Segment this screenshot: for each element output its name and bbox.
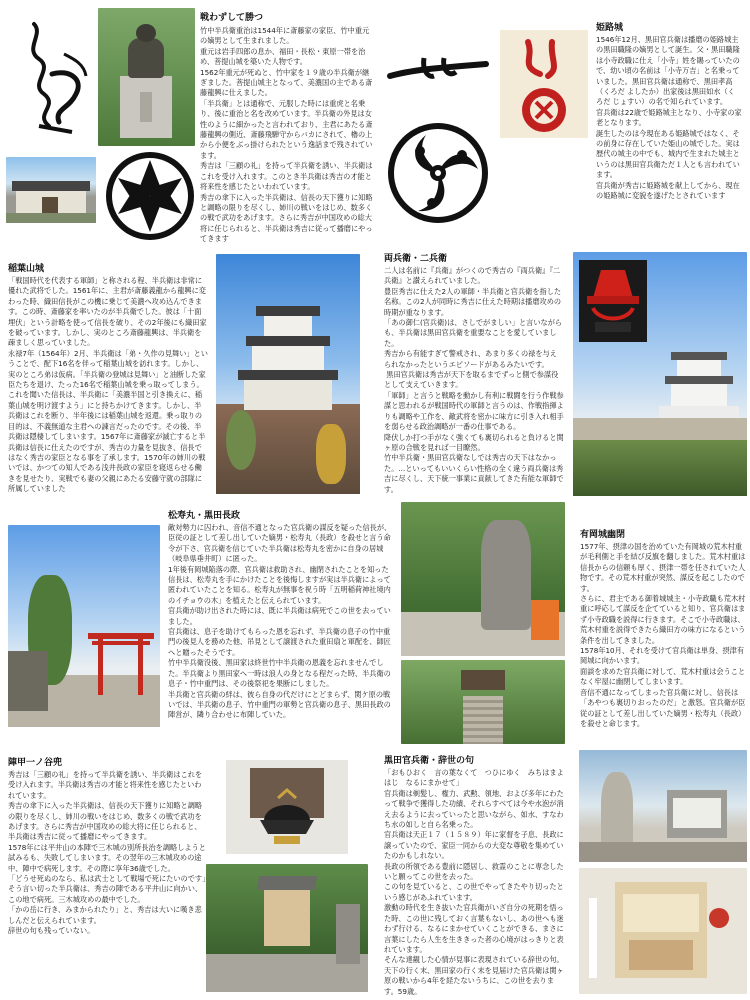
- helmet-icon: [579, 260, 647, 342]
- section-title-tatakawazu: 戦わずして勝つ: [200, 13, 264, 23]
- section-title-shojumaru: 松寿丸・黒田長政: [168, 511, 241, 521]
- inabayama-castle-photo: [216, 254, 360, 494]
- section-title-arioka: 有岡城幽閉: [580, 530, 626, 540]
- crest-icon: [386, 121, 490, 225]
- section-body-ryohei: 二人は名前に『兵衛』がつくので秀吉の『両兵衛』『二兵衛』と讃えられていました。 豊臣秀吉に仕えた2人の軍師・半兵衛と官兵衛を指した名称。この2人が同時に秀吉に仕えた時期は播磨攻めの時期が重なります。 「あの御仁(官兵衛)は、さしでがましい」と言いながらも、半兵衛は黒田官兵衛を重要なことを愛していました。 秀吉から有能すぎて警戒され、あまり多くの禄を与えられなかったというエピソードがあるみたいです。 黒田官兵衛は秀吉が天下を取るまでずっと側で参謀役として支えていきます。 「軍師」と言うと戦略を動かし有利に戦闘を行う作戦参謀と思われるが戦国時代の軍師と言うのは、作戦指揮よりも調略や工作を、敵武将を密かに味方に引き入れ相手を弱らせる政治調略が一番の仕事である。 降伏しか打つ手がなく強くても裏切られると負けると関ヶ原の合戦を見れば一目瞭然。 竹中半兵衛・黒田官兵衛なしでは秀吉の天下はなかった。...といってもいいくらい性格の全く違う両兵衛は秀吉に尽くし、天下統一事業に貢献してきた有能な軍師です。: [384, 266, 564, 494]
- red-helmet-photo: [579, 260, 647, 342]
- section-body-arioka: 1577年、摂津の国を治めていた有岡城の荒木村重が毛利側と手を結び反旗を翻しました。荒木村重は信長からの信頼も厚く、摂津一帯を任されていた人物です。その荒木村重が突然、謀反を起こしたのです。 さらに、君主である御着城城主・小寺政職も荒木村重に呼応して謀反を企てていると知り、官兵衛はまず小寺政職を説得に行きます。そこで小寺政職は、荒木村重を説得できたら織田方の味方になるという条件を出してきました。 1578年10月、それを受けて官兵衛は単身、摂津有岡城に向かいます。 面談を求めた官兵衛に対して、荒木村重は会うことなく牢屋に幽閉してしまいます。 音信不通になってしまった官兵衛に対し、信長は「あやつも裏切りおったのだ」と激怒。官兵衛が臣従の証として差し出していた嫡男・松寿丸（長政）を殺せと命じます。: [580, 542, 746, 728]
- hanbei-grave-photo: [206, 864, 368, 992]
- section-body-himeji: 1546年12月、黒田官兵衛は播磨の姫路城主の黒田職隆の嫡男として誕生。父・黒田職隆は小寺政職に仕え「小寺」姓を賜っていたので、幼い頃の名前は「小寺万吉」と名乗っていました。黒田官兵衛は通称で、黒田孝高（くろだ よしたか）出家後は黒田如水（くろだ じょすい）の名で知られています。 官兵衛は22歳で姫路城主となり、小寺家の家老となります。 誕生したのは今現在ある姫路城ではなく、その前身に存在していた姫山の城でした。実は歴代の城主の中でも、城内で生まれた城主というのは黒田官兵衛ただ１人とも言われています。 官兵衛が秀吉に姫路城を献上してから、現在の姫路城に変貌を遂げたとされています: [596, 35, 742, 201]
- section-title-hiraiyama: 陣甲一ノ谷兜: [8, 758, 63, 768]
- section-title-ryohei: 両兵衛・二兵衛: [384, 254, 448, 264]
- hanbei-signature: [14, 14, 92, 139]
- crest-icon: [104, 150, 196, 242]
- section-body-tatakawazu: 竹中半兵衛重治は1544年に斎藤家の家臣、竹中重元の嫡男として生まれました。 重元は岩手四郎の息か、福田・長松・東原一帯を治め、菩提山城を築いた人物です。 1562年重元が死ぬと、竹中家を１９歳の半兵衛が継ぎました。菩提山城主となって、美濃国の主である斎藤龍興に仕えました。 「半兵衛」とは通称で、元服した時には重虎と名乗り、後に重治と名を改めています。半兵衛の外見は女性のように細かったと言われており、主君にあたる斎藤龍興の側近、斎藤飛騨守からバカにされて、櫓の上から小便をぶっ掛けられたという逸話まで残されています。 秀吉は「三顧の礼」を持って半兵衛を誘い、半兵衛はこれを受け入れます。このとき半兵衛は秀吉の才能と将来性を感じたといわれています。 秀吉の傘下に入った半兵衛は、信長の天下獲りに知略と調略の限りを尽くし、姉川の戦いをはじめ、数多くの戦で武功をあげます。さらに秀吉が中国攻めの総大将に任じられると、半兵衛は秀吉に従って播磨にやってきます: [200, 26, 373, 244]
- section-body-jisei: 「おもひおく 言の葉なくて つひにゆく みちはまよはじ なるにまかせて」 官兵衛は剃髪し、権力、武勲、領地、および多年にわたって戦争で獲得した功績、それらすべては今や水泡が消え去るように去っていったと思いながら、如水、すなわち水の如しと自ら名乗った。 官兵衛は天正１７（１５８９）年に家督を子息、長政に譲っていたので、家臣一同からの大変な尊敬を集めていたのかもしれない。 長政の所領である豊前に隠居し、救霊のことに専念したいと願ってこの世を去った。 この句を見ていると、この世でやってきたやり切ったという感じがあふれています。 激動の時代を生き抜いた官兵衛がいざ自分の死期を悟った時、この世に残しておく言葉もないし、あの世へも迷わず行ける、なるにまかせていくことができる、まさに言葉にしたら人生を生ききった者の心境がはっきりと表れています。 そんな達観した心情が見事に表現されている辞世の句。 天下の行く末、黒田家の行く末を見届けた官兵衛は関ヶ原の戦いから4年を経たないうちに、この世を去ります。59歳。: [384, 768, 564, 996]
- shrine-steps-photo: [401, 660, 565, 744]
- hanbei-statue-photo: [98, 8, 195, 146]
- torii-shrine-photo: [8, 525, 160, 727]
- takenaka-crest: [104, 150, 196, 242]
- section-title-jisei: 黒田官兵衛・辞世の句: [384, 756, 475, 766]
- signature-brush-icon: [14, 14, 92, 139]
- stone-monument-photo: [401, 502, 565, 656]
- birthplace-house-photo: [6, 157, 96, 223]
- armor-helmet-photo: [226, 760, 348, 854]
- signature-brush-icon: [386, 50, 492, 90]
- section-body-inabayama: 「戦国時代を代表する軍師」と称される程、半兵衛は非常に優れた武将でした。1561年に、主君が斎藤義龍から龍興に変わった時、織田信長がこの機に乗じて美濃へ攻め込んできます。この時、斎藤家を率いたのが半兵衛でした。彼は「十面埋伏」という計略を使って信長を破り、その2年後にも織田家を破っています。しかし、実のところ斎藤龍興は、半兵衛を疎ましく思っていました。 永禄7年（1564年）2月、半兵衛は「弟・久作の見舞い」ということで、配下16名を伴って稲葉山城を訪れます。しかし、実のところ弟は仮病。「半兵衛の登城は見舞い」と油断した家臣たちを退け、たった16名で稲葉山城を乗っ取ってしまう。 これを聞いた信長は、半兵衛に「美濃半国と引き換えに、稲葉山城を明け渡すよう」にと持ちかけてきます。しかし、半兵衛はこれを断り、半年後には稲葉山城を返還。乗っ取りの目的は、不義無道な主君への諫言だったのです。その後、半兵衛は隠棲してしまいます。1567年に斎藤家が滅亡すると半兵衛は信長に仕えたのですが、秀吉の力量を見抜き、信長ではなく秀吉の家臣となる事を了承します。1570年の姉川の戦いでは、かつての知人である浅井長政の家臣を寝返らせる働きを見せたり、実戦でも妻の父親にあたる安藤守就の部隊に所属していました: [8, 276, 208, 494]
- himeji-castle-photo: [573, 252, 747, 496]
- section-body-hiraiyama: 秀吉は「三顧の礼」を持って半兵衛を誘い、半兵衛はこれを受け入れます。半兵衛は秀吉の才能と将来性を感じたといわれています。 秀吉の傘下に入った半兵衛は、信長の天下獲りに知略と調略の限りを尽くし、姉川の戦いをはじめ、数多くの戦で武功をあげます。さらに秀吉が中国攻めの総大将に任じられると、半兵衛は秀吉に従って播磨にやってきます。 1578年には平井山の本陣で三木城の別所長治を調略しようと試みるも、失敗してしまいます。その翌年の三木城攻めの途中、陣中で病死します。その際に享年36歳でした。 「どうせ死ぬのなら、私は武士として戦場で死にたいのです」そう言い切った半兵衛は、秀吉の陣である平井山に向かい、この地で病死。三木城攻めの最中でした。 「かの岳に行き、みまかられたり」と、秀吉は大いに嘆き悲しんだと伝えられています。 辞世の句も残っていない。: [8, 770, 206, 936]
- section-title-inabayama: 稲葉山城: [8, 264, 45, 274]
- helmet-icon: [256, 790, 318, 848]
- section-body-shojumaru: 敵対勢力に囚われ、音信不通となった官兵衛の謀反を疑った信長が、臣従の証として差し出していた嫡男・松寿丸（長政）を殺せと言う命令が下さ、官兵衛を信じていた半兵衛は松寿丸を密かに自身の居城（岐阜県垂井町）に匿った。 1年後有岡城陥落の際、官兵衛は救助され、幽閉されたことを知った信長は、松寿丸を手にかけたことを後悔しますが実は半兵衛によって匿われていたことを知る。松寿丸が無事を祝う時「五明稲荷神社境内のイチョウの木」を植えたと伝えられています。 官兵衛が助け出された時には、既に半兵衛は病死でこの世を去っていました。 官兵衛は、息子を助けてもらった恩を忘れず、半兵衛の息子の竹中重門の後見人を務めた他、吊見として譲渡された重田扇と軍配を、師匠へと贈ったそうです。 竹中半兵衛没後、黒田家は終世竹中半兵衛の恩義を忘れませんでした。半兵衛より黒田家へ一時は浪人の身となる程だった時、半兵衛の息子・竹中重門は、その後祭祀を果断にしました。 半兵衛と官兵衛の絆は、彼ら自身の代だけにとどまらず、関ケ原の戦いでは、半兵衛の息子、竹中重門の軍勢と官兵衛の息子、黒田長政の陣営が、隣り合わせに布陣していた。: [168, 523, 392, 720]
- kuroda-crest: [386, 121, 490, 225]
- kanbei-signature: [386, 50, 492, 90]
- josui-seal-photo: [500, 30, 588, 138]
- seal-icon: [500, 30, 588, 138]
- section-title-himeji: 姫路城: [596, 23, 624, 33]
- monument-sign-photo: [579, 750, 747, 862]
- home-altar-photo: [579, 868, 747, 994]
